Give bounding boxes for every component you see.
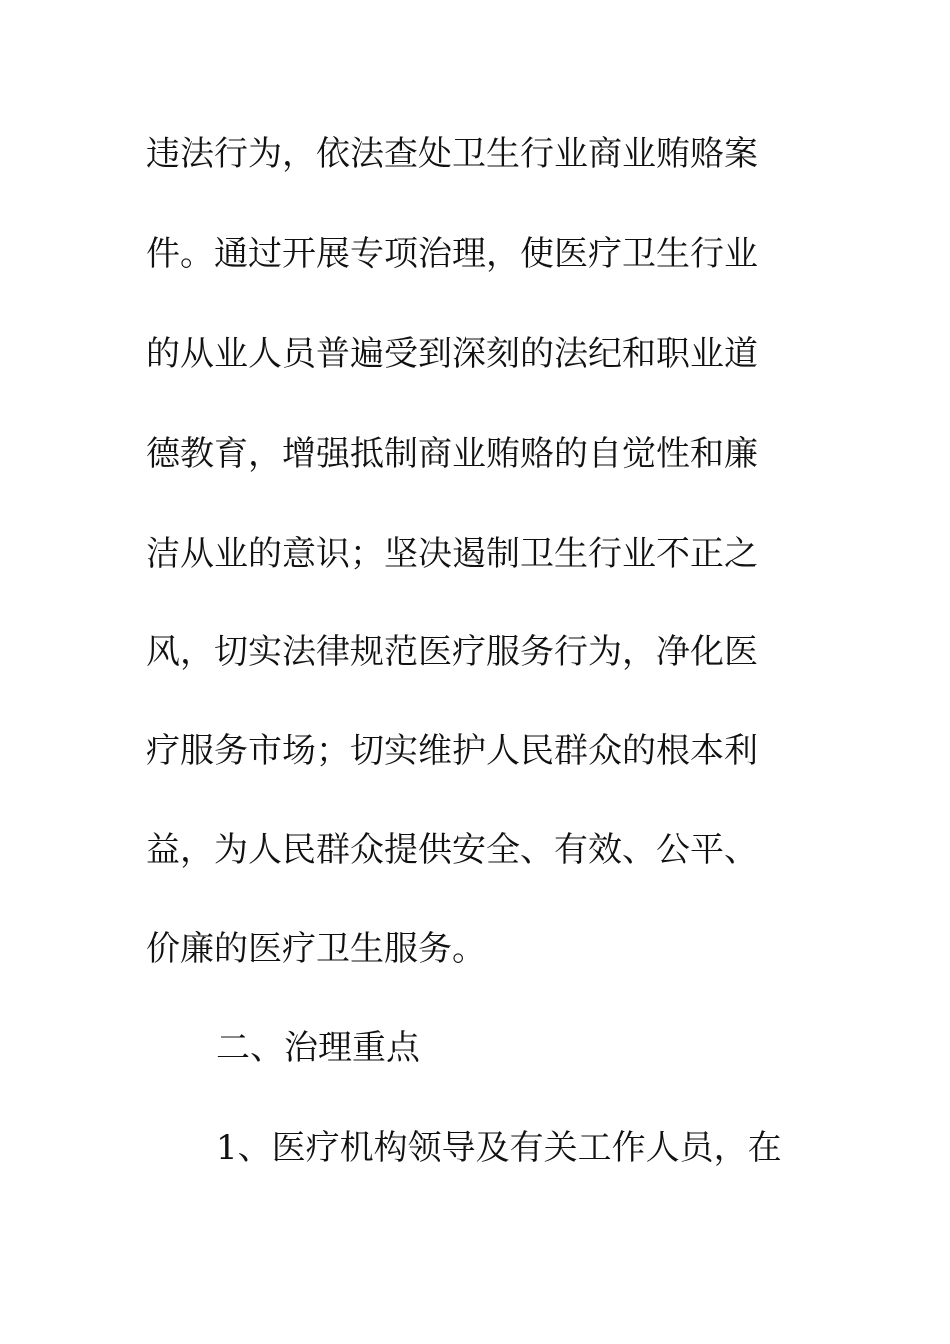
section-heading: 二、治理重点	[216, 1028, 420, 1068]
paragraph-line-6: 风，切实法律规范医疗服务行为，净化医	[146, 632, 758, 672]
paragraph-line-7: 疗服务市场；切实维护人民群众的根本利	[146, 731, 758, 771]
paragraph-line-8: 益，为人民群众提供安全、有效、公平、	[146, 830, 758, 870]
paragraph-line-3: 的从业人员普遍受到深刻的法纪和职业道	[146, 334, 758, 374]
item-1-line-1: 1、医疗机构领导及有关工作人员，在	[216, 1128, 782, 1168]
paragraph-line-4: 德教育，增强抵制商业贿赂的自觉性和廉	[146, 434, 758, 474]
paragraph-line-2: 件。通过开展专项治理，使医疗卫生行业	[146, 234, 758, 274]
paragraph-line-9: 价廉的医疗卫生服务。	[146, 929, 486, 969]
paragraph-line-5: 洁从业的意识；坚决遏制卫生行业不正之	[146, 534, 758, 574]
paragraph-line-1: 违法行为，依法查处卫生行业商业贿赂案	[146, 134, 758, 174]
